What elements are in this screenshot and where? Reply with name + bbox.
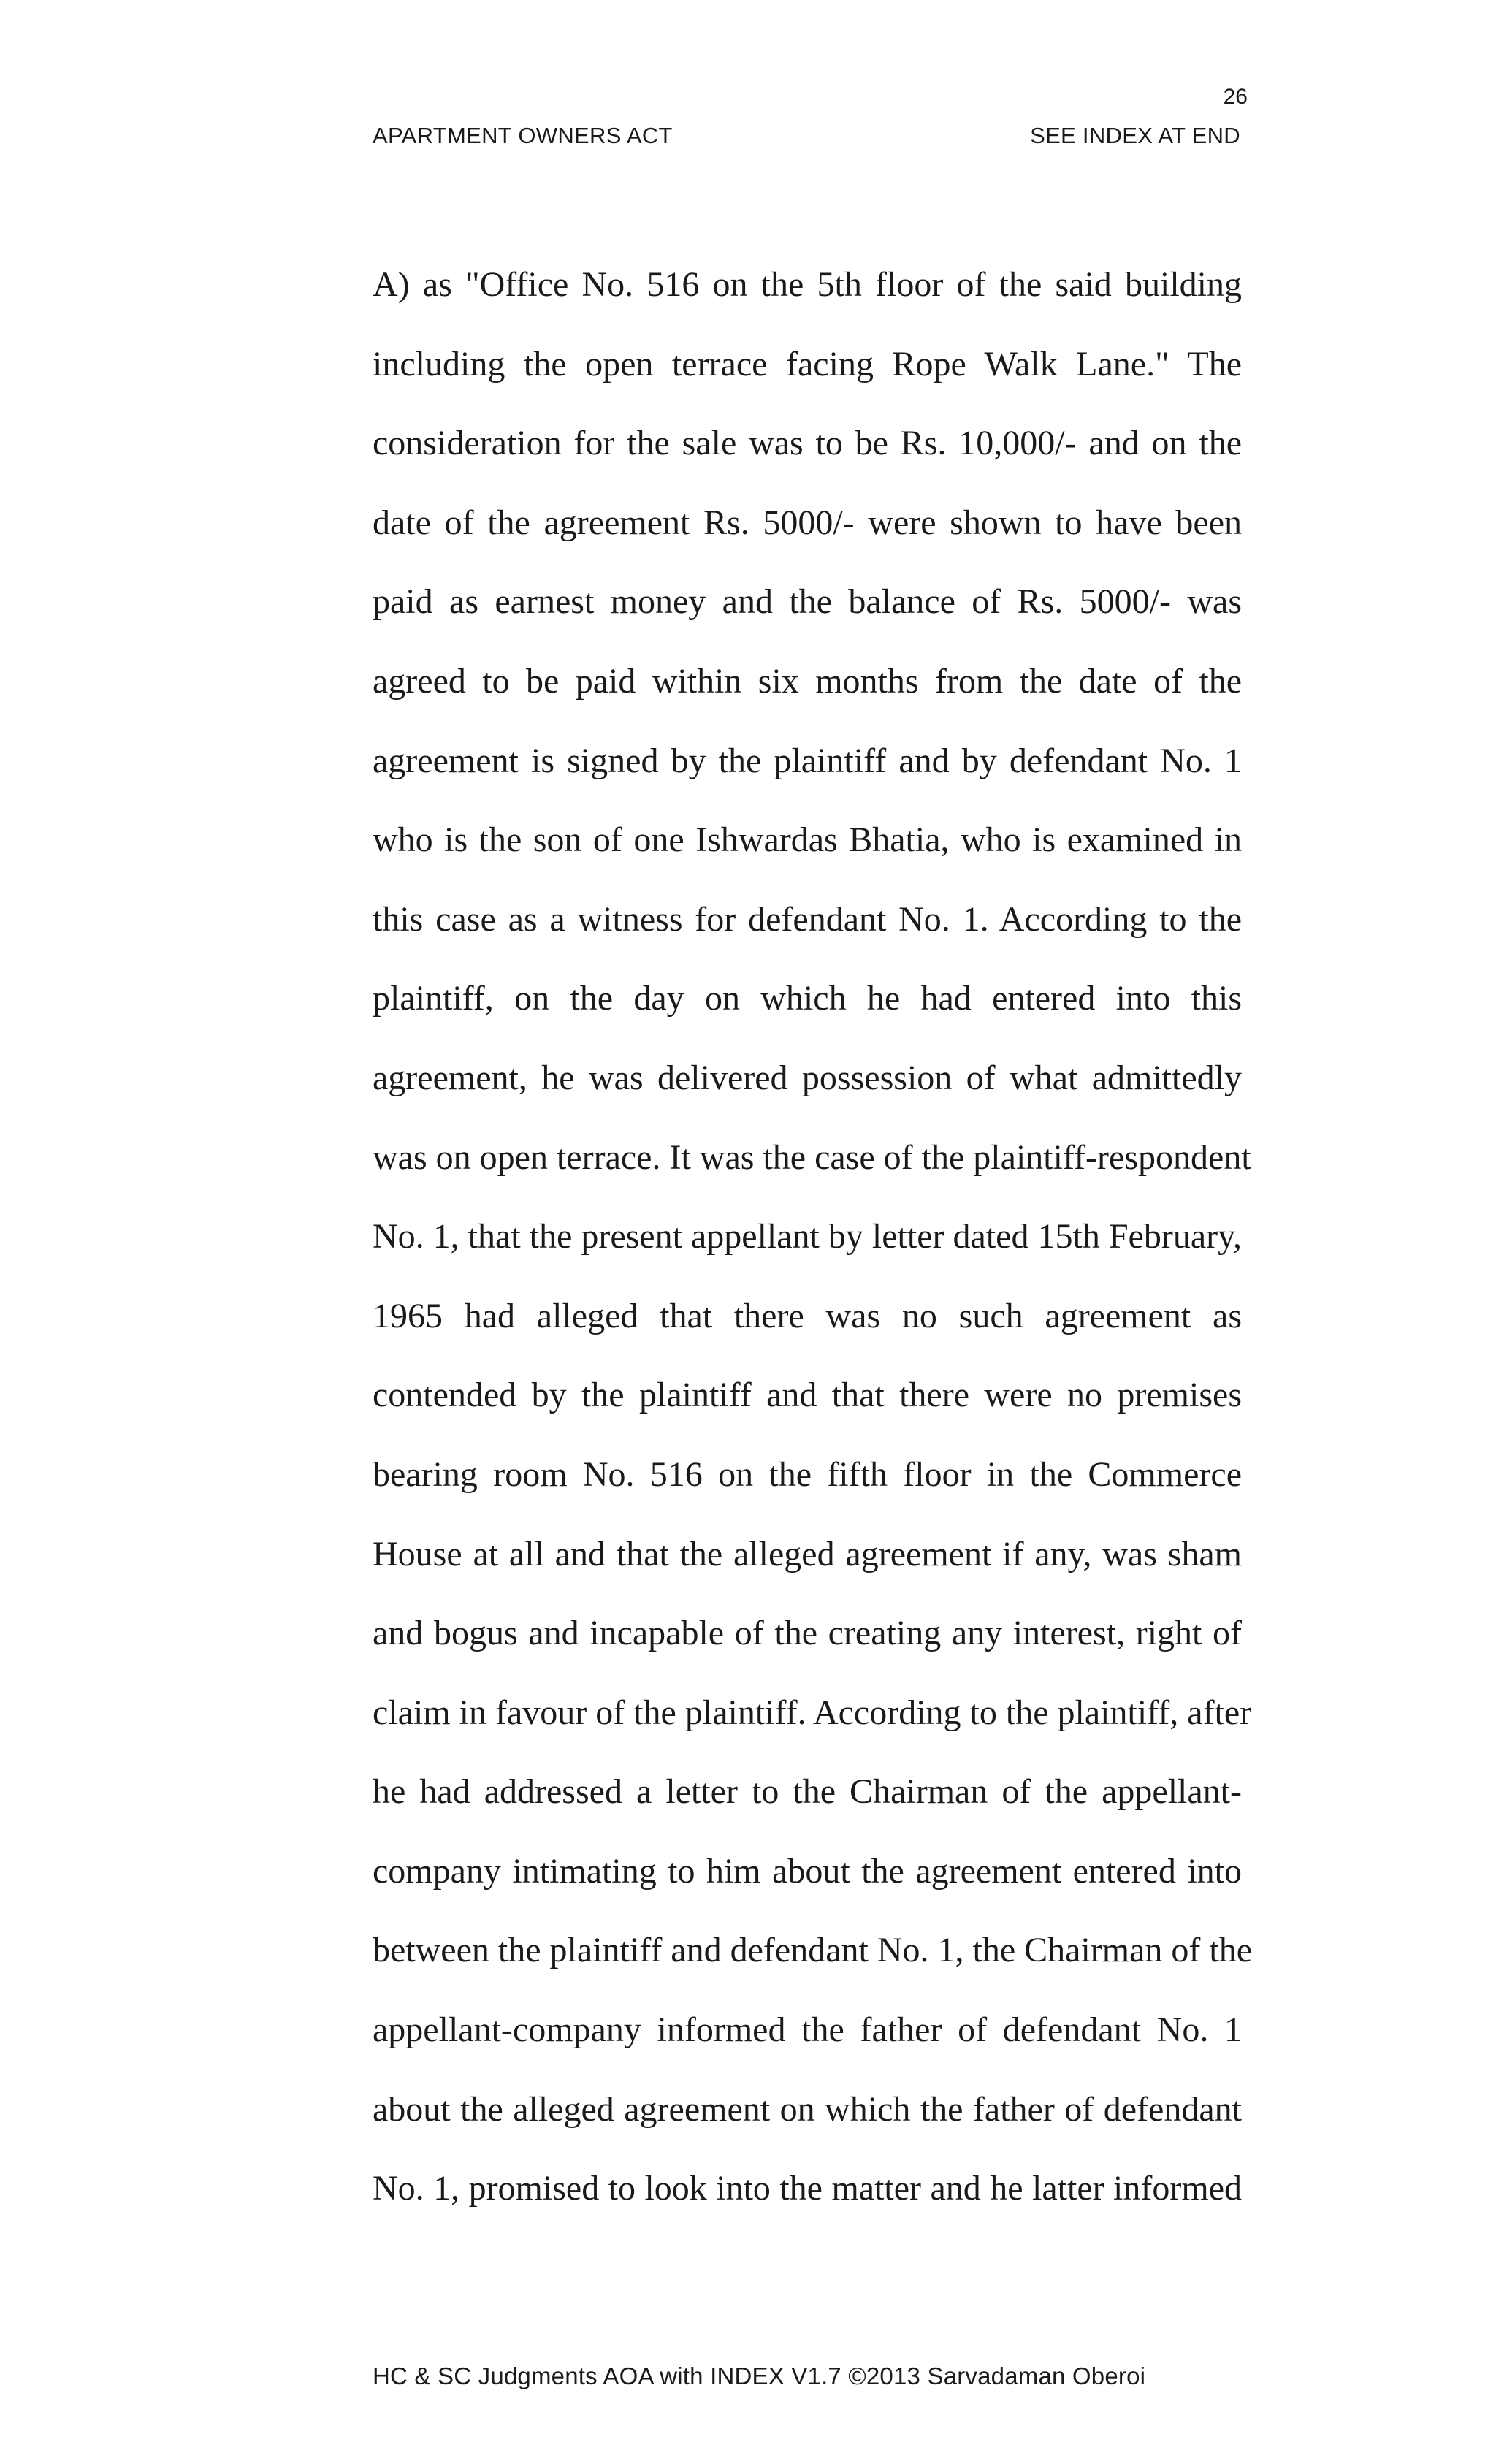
body-line: agreed to be paid within six months from the date of the: [373, 661, 1242, 701]
body-line: between the plaintiff and defendant No. 1, the Chairman of the: [373, 1931, 1253, 1970]
body-line: agreement, he was delivered possession of what admittedly: [373, 1058, 1242, 1097]
body-line: consideration for the sale was to be Rs. 10,000/- and on the: [373, 424, 1242, 463]
body-line: including the open terrace facing Rope Walk Lane." The: [373, 344, 1242, 384]
body-text: [373, 259, 1253, 2243]
running-header: [373, 124, 1240, 147]
body-line: agreement is signed by the plaintiff and by defendant No. 1: [373, 741, 1242, 780]
body-line: this case as a witness for defendant No. 1. According to the: [373, 899, 1242, 939]
body-line: who is the son of one Ishwardas Bhatia, who is examined in: [373, 820, 1242, 860]
body-line: was on open terrace. It was the case of the plaintiff-respondent: [373, 1137, 1251, 1177]
header-index-note: SEE INDEX AT END: [1030, 123, 1240, 148]
body-line: No. 1, that the present appellant by letter dated 15th February,: [373, 1217, 1242, 1256]
body-line: paid as earnest money and the balance of Rs. 5000/- was: [373, 582, 1242, 622]
body-line: A) as "Office No. 516 on the 5th floor of the said building: [373, 265, 1242, 304]
body-line: plaintiff, on the day on which he had entered into this: [373, 979, 1242, 1018]
body-line: claim in favour of the plaintiff. According to the plaintiff, after: [373, 1693, 1252, 1732]
body-line: company intimating to him about the agreement entered into: [373, 1851, 1242, 1891]
body-line: about the alleged agreement on which the father of defendant: [373, 2089, 1242, 2129]
body-line: No. 1, promised to look into the matter and he latter informed: [373, 2169, 1242, 2208]
body-line: contended by the plaintiff and that there were no premises: [373, 1376, 1242, 1415]
body-line: he had addressed a letter to the Chairman of the appellant-: [373, 1772, 1242, 1812]
body-line: House at all and that the alleged agreement if any, was sham: [373, 1534, 1242, 1574]
body-line: date of the agreement Rs. 5000/- were shown to have been: [373, 503, 1242, 542]
page-number: 26: [1223, 85, 1248, 109]
body-line: and bogus and incapable of the creating any interest, right of: [373, 1614, 1242, 1653]
body-line: bearing room No. 516 on the fifth floor in the Commerce: [373, 1454, 1242, 1494]
body-line: appellant-company informed the father of defendant No. 1: [373, 2010, 1242, 2050]
body-line: 1965 had alleged that there was no such agreement as: [373, 1296, 1242, 1335]
footer-copyright: HC & SC Judgments AOA with INDEX V1.7 ©2013 Sarvadaman Oberoi: [373, 2362, 1146, 2389]
header-title: APARTMENT OWNERS ACT: [373, 123, 673, 148]
